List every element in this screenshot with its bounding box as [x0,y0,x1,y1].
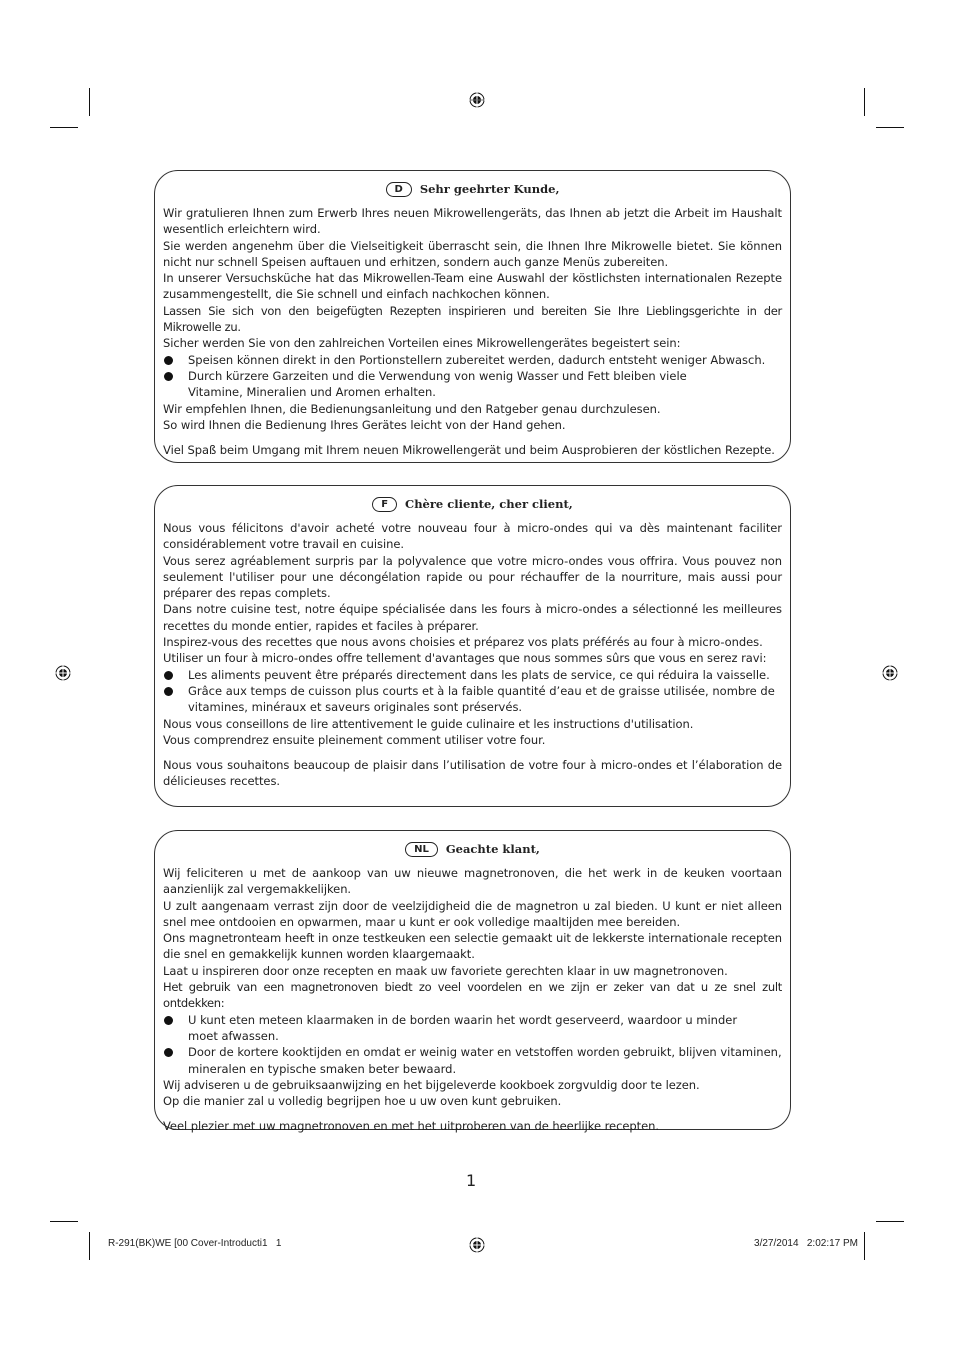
page-number: 1 [466,1171,477,1190]
section-german [154,170,791,463]
paragraph: Laat u inspireren door onze recepten en maak uw favoriete gerechten klaar in uw magnetronoven. [163,963,728,978]
crop-mark [89,1232,90,1260]
paragraph: Wij adviseren u de gebruiksaanwijzing en het bijgeleverde kookboek zorgvuldig door te lezen. [163,1077,700,1092]
section-title: Chère cliente, cher client, [405,497,573,511]
crop-mark [864,88,865,116]
paragraph: Nous vous félicitons d'avoir acheté votre nouveau four à micro-ondes qui va dès maintenant faciliter considérablement votre travail en cuisine. [163,521,782,552]
closing-paragraph: Veel plezier met uw magnetronoven en met het uitproberen van de heerlijke recepten. [163,1119,659,1134]
paragraph: Wir gratulieren Ihnen zum Erwerb Ihres neuen Mikrowellengeräts, das Ihnen ab jetzt die Arbeit im Haushalt wesentlich erleichtern wird. [163,206,782,237]
paragraph: U zult aangenaam verrast zijn door de veelzijdigheid die de magnetron u zal bieden. U kunt er niet alleen snel mee ontdooien en opwarmen, maar u kunt er ook volledige maaltijden mee bereiden. [163,898,782,929]
bullet-item: Grâce aux temps de cuisson plus courts et à la faible quantité d’eau et de graisse utilisée, nombre de vitamines, minéraux et saveurs originales sont préservés. [163,683,782,716]
crop-mark [50,1221,78,1222]
section-title: Sehr geehrter Kunde, [419,182,560,196]
language-badge: D [386,182,412,197]
paragraph: Wij feliciteren u met de aankoop van uw nieuwe magnetronoven, die het werk in de keuken voortaan aanzienlijk zal vergemakkelijken. [163,866,782,897]
paragraph: Wir empfehlen Ihnen, die Bedienungsanleitung und den Ratgeber genau durchzulesen. [163,401,661,416]
registration-mark-icon [55,665,71,681]
bullet-item: U kunt eten meteen klaarmaken in de borden waarin het wordt geserveerd, waardoor u minder moet afwassen. [163,1012,782,1045]
crop-mark [864,1232,865,1260]
paragraph: Utiliser un four à micro-ondes offre tellement d'avantages que nous sommes sûrs que vous en serez ravi: [163,651,767,666]
section-heading [163,839,782,859]
section-heading [163,494,782,514]
closing-paragraph: Viel Spaß beim Umgang mit Ihrem neuen Mikrowellengerät und beim Ausprobieren der köstlichen Rezepte. [163,443,775,458]
section-heading [163,179,782,199]
section-title: Geachte klant, [445,842,540,856]
crop-mark [876,1221,904,1222]
crop-mark [50,127,78,128]
paragraph: Sicher werden Sie von den zahlreichen Vorteilen eines Mikrowellengerätes begeistert sein: [163,336,681,351]
language-badge: F [372,497,397,512]
registration-mark-icon [469,1237,485,1253]
paragraph: Nous vous conseillons de lire attentivement le guide culinaire et les instructions d'utilisation. [163,716,694,731]
section-french [154,485,791,807]
paragraph: Ons magnetronteam heeft in onze testkeuken een selectie gemaakt uit de lekkerste internationale recepten die snel en gemakkelijk kunnen worden klaargemaakt. [163,931,782,962]
bullet-item: Durch kürzere Garzeiten und die Verwendung von wenig Wasser und Fett bleiben viele Vitamine, Mineralien und Aromen erhalten. [163,368,782,401]
closing-paragraph: Nous vous souhaitons beaucoup de plaisir dans l’utilisation de votre four à micro-ondes et l’élaboration de délicieuses recettes. [163,758,782,789]
paragraph: So wird Ihnen die Bedienung Ihres Gerätes leicht von der Hand gehen. [163,417,566,432]
paragraph: Vous serez agréablement surpris par la polyvalence que votre micro-ondes vous offrira. Vous pouvez non seulement l'utiliser pour une décongélation rapide ou pour réchauffer de la nourriture, mais aussi pour préparer des repas complets. [163,553,782,601]
paragraph: In unserer Versuchsküche hat das Mikrowellen-Team eine Auswahl der köstlichsten internationalen Rezepte zusammengestellt, die Sie schnell und einfach nachkochen können. [163,271,782,302]
paragraph: Het gebruik van een magnetronoven biedt zo veel voordelen en we zijn er zeker van dat u ze snel zult ontdekken: [163,980,782,1011]
crop-mark [89,88,90,116]
paragraph: Lassen Sie sich von den beigefügten Rezepten inspirieren und bereiten Sie Ihre Lieblingsgerichte in der Mikrowelle zu. [163,303,782,335]
registration-mark-icon [882,665,898,681]
paragraph: Dans notre cuisine test, notre équipe spécialisée dans les fours à micro-ondes a sélectionné les meilleures recettes du monde entier, rapides et faciles à préparer. [163,602,782,633]
bullet-item: Les aliments peuvent être préparés directement dans les plats de service, ce qui réduira la vaisselle. [163,667,782,683]
footer-file-info: R-291(BK)WE [00 Cover-Introducti1 1 [108,1238,282,1249]
section-dutch [154,830,791,1134]
bullet-item: Speisen können direkt in den Portionstellern zubereitet werden, dadurch entsteht weniger Abwasch. [163,352,782,368]
language-badge: NL [405,842,438,857]
paragraph: Op die manier zal u volledig begrijpen hoe u uw oven kunt gebruiken. [163,1094,562,1109]
bullet-item: Door de kortere kooktijden en omdat er weinig water en vetstoffen worden gebruikt, blijven vitaminen, mineralen en typische smaken beter bewaard. [163,1044,782,1077]
footer-timestamp: 3/27/2014 2:02:17 PM [754,1238,858,1249]
crop-mark [876,127,904,128]
paragraph: Vous comprendrez ensuite pleinement comment utiliser votre four. [163,732,546,747]
paragraph: Inspirez-vous des recettes que nous avons choisies et préparez vos plats préférés au four à micro-ondes. [163,635,763,650]
paragraph: Sie werden angenehm über die Vielseitigkeit überrascht sein, die Ihnen Ihre Mikrowelle bietet. Sie können nicht nur schnell Speisen auftauen und erhitzen, sondern auch ganze Menüs zubereiten. [163,238,782,269]
registration-mark-icon [469,92,485,108]
